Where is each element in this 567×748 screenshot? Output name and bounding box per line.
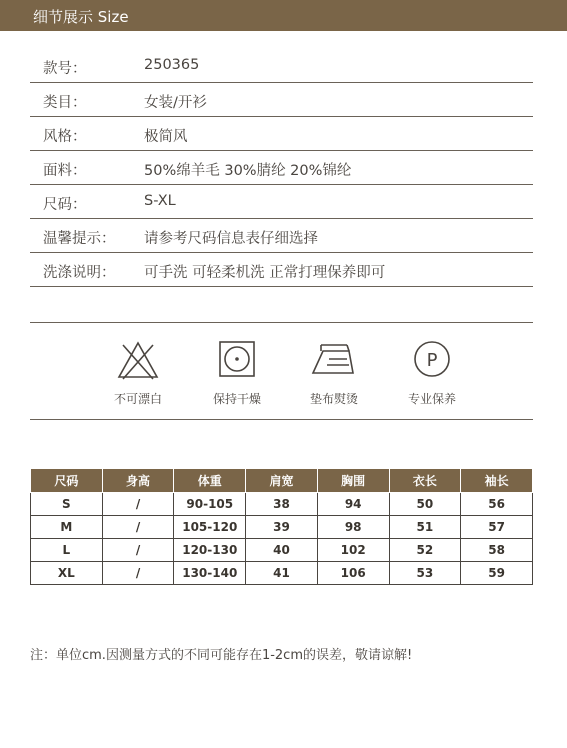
table-cell: 40 xyxy=(246,539,318,562)
detail-row-style xyxy=(30,116,533,151)
table-cell: / xyxy=(102,516,174,539)
detail-label: 尺码： xyxy=(43,197,87,213)
detail-value: 250365 xyxy=(144,57,200,73)
table-cell: 52 xyxy=(389,539,461,562)
table-cell: 58 xyxy=(461,539,533,562)
detail-value: 可手洗 可轻柔机洗 正常打理保养即可 xyxy=(144,265,386,281)
column-header: 袖长 xyxy=(461,469,533,493)
detail-label: 风格： xyxy=(43,129,87,145)
table-cell: M xyxy=(31,516,103,539)
detail-row-style-number xyxy=(30,48,533,83)
column-header: 衣长 xyxy=(389,469,461,493)
care-item-iron xyxy=(289,339,379,407)
table-cell: 106 xyxy=(317,562,389,585)
care-label: 保持干燥 xyxy=(212,392,261,406)
column-header: 肩宽 xyxy=(246,469,318,493)
table-cell: 41 xyxy=(246,562,318,585)
care-label: 专业保养 xyxy=(407,392,456,406)
detail-row-category xyxy=(30,82,533,117)
table-cell: 53 xyxy=(389,562,461,585)
table-cell: 51 xyxy=(389,516,461,539)
column-header: 体重 xyxy=(174,469,246,493)
care-label: 垫布熨烫 xyxy=(309,392,358,406)
detail-row-washing xyxy=(30,252,533,287)
iron-icon xyxy=(307,339,361,381)
care-item-dry xyxy=(192,339,282,407)
table-cell: 102 xyxy=(317,539,389,562)
column-header: 胸围 xyxy=(317,469,389,493)
detail-row-tip xyxy=(30,218,533,253)
table-cell: 130-140 xyxy=(174,562,246,585)
detail-label: 洗涤说明： xyxy=(43,265,116,281)
table-cell: / xyxy=(102,562,174,585)
table-cell: S xyxy=(31,493,103,516)
table-cell: 56 xyxy=(461,493,533,516)
detail-value: 极简风 xyxy=(144,129,188,145)
svg-text:P: P xyxy=(426,350,438,371)
detail-label: 温馨提示： xyxy=(43,231,116,247)
detail-row-size xyxy=(30,184,533,219)
measurement-note: 注：单位cm.因测量方式的不同可能存在1-2cm的误差，敬请谅解! xyxy=(30,648,413,663)
column-header: 身高 xyxy=(102,469,174,493)
table-row xyxy=(31,493,533,516)
detail-row-fabric xyxy=(30,150,533,185)
no-bleach-icon xyxy=(115,339,161,381)
table-row xyxy=(31,539,533,562)
table-cell: 98 xyxy=(317,516,389,539)
care-label: 不可漂白 xyxy=(113,392,162,406)
detail-value: 50%绵羊毛 30%腈纶 20%锦纶 xyxy=(144,163,352,179)
detail-label: 面料： xyxy=(43,163,87,179)
table-cell: 39 xyxy=(246,516,318,539)
table-cell: 94 xyxy=(317,493,389,516)
table-cell: 105-120 xyxy=(174,516,246,539)
table-cell: 50 xyxy=(389,493,461,516)
table-cell: 120-130 xyxy=(174,539,246,562)
column-header: 尺码 xyxy=(31,469,103,493)
detail-label: 款号： xyxy=(43,61,87,77)
section-header xyxy=(0,0,567,31)
table-cell: 38 xyxy=(246,493,318,516)
care-instructions xyxy=(30,322,533,420)
detail-value: 请参考尺码信息表仔细选择 xyxy=(144,231,318,247)
section-title: 细节展示 Size xyxy=(33,8,129,26)
table-cell: 90-105 xyxy=(174,493,246,516)
care-item-no-bleach xyxy=(93,339,183,407)
table-cell: L xyxy=(31,539,103,562)
table-cell: / xyxy=(102,539,174,562)
detail-value: S-XL xyxy=(144,193,176,209)
table-cell: XL xyxy=(31,562,103,585)
tumble-dry-icon xyxy=(214,339,260,381)
detail-value: 女装/开衫 xyxy=(144,95,207,111)
table-cell: 57 xyxy=(461,516,533,539)
table-cell: 59 xyxy=(461,562,533,585)
table-row xyxy=(31,516,533,539)
table-cell: / xyxy=(102,493,174,516)
care-item-professional xyxy=(387,339,477,407)
size-table-header-row xyxy=(31,469,533,493)
detail-label: 类目： xyxy=(43,95,87,111)
size-table xyxy=(30,468,533,585)
professional-clean-icon xyxy=(409,339,455,381)
table-row xyxy=(31,562,533,585)
